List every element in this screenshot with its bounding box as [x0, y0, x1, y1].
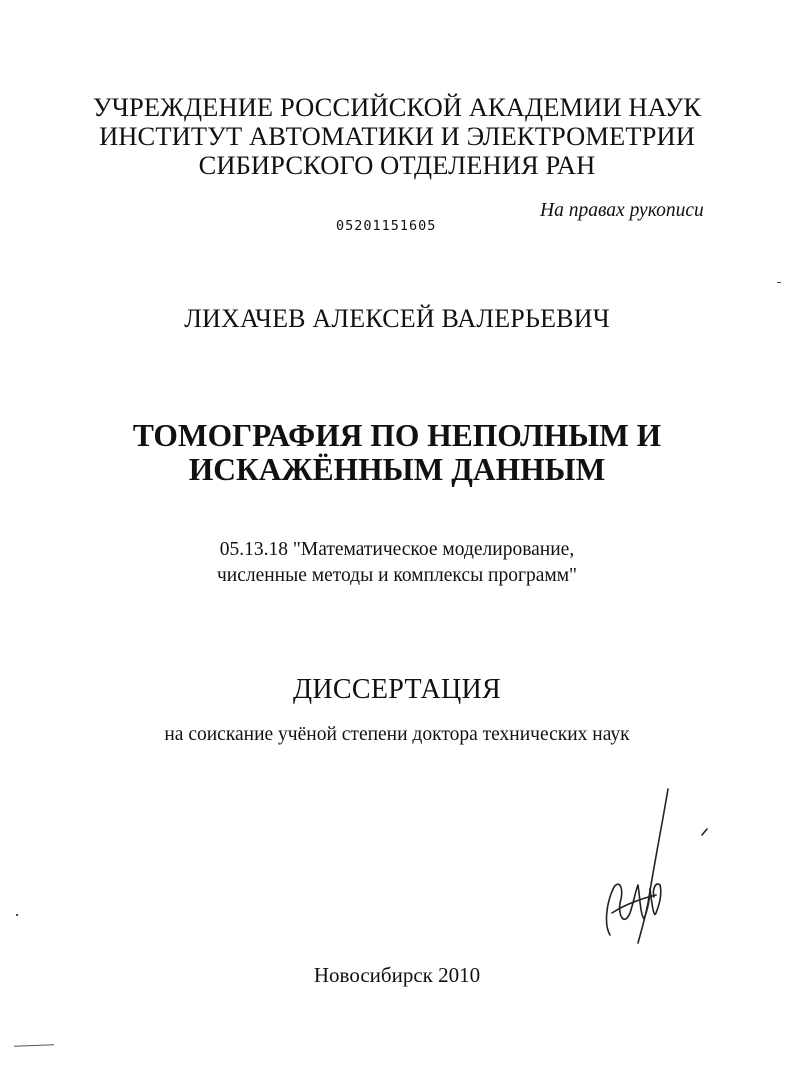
specialty-line-2: численные методы и комплексы программ"	[216, 565, 578, 586]
title-line-2: ИСКАЖЁННЫМ ДАННЫМ	[188, 452, 606, 487]
document-number: 05201151605	[336, 218, 437, 234]
specialty-line-1: 05.13.18 "Математическое моделирование,	[219, 539, 575, 560]
institution-line-1: УЧРЕЖДЕНИЕ РОССИЙСКОЙ АКАДЕМИИ НАУК	[92, 92, 702, 122]
document-type: ДИССЕРТАЦИЯ	[292, 674, 502, 705]
city-year: Новосибирск 2010	[313, 963, 481, 987]
institution-line-2: ИНСТИТУТ АВТОМАТИКИ И ЭЛЕКТРОМЕТРИИ	[99, 121, 695, 151]
rights-note: На правах рукописи	[540, 200, 704, 221]
scan-mark	[14, 1044, 54, 1046]
institution-line-3: СИБИРСКОГО ОТДЕЛЕНИЯ РАН	[198, 150, 596, 180]
handwritten-signature	[590, 785, 720, 950]
degree-line: на соискание учёной степени доктора технических наук	[164, 724, 630, 745]
scan-speck	[777, 282, 781, 283]
scan-speck	[16, 914, 18, 916]
title-line-1: ТОМОГРАФИЯ ПО НЕПОЛНЫМ И	[132, 418, 662, 453]
author-name: ЛИХАЧЕВ АЛЕКСЕЙ ВАЛЕРЬЕВИЧ	[184, 304, 610, 333]
